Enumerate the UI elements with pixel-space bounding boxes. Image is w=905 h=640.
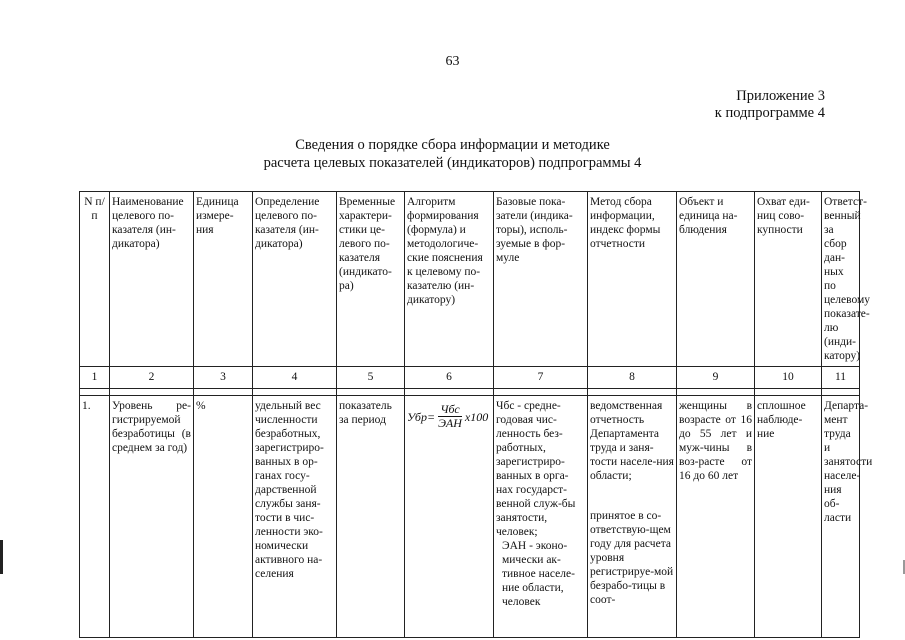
formula-left: Убр=	[407, 409, 436, 424]
collection-method	[588, 396, 677, 638]
scan-edge-mark	[0, 540, 9, 574]
header-cell: Единица измере-ния	[194, 192, 253, 367]
table-row	[80, 396, 860, 638]
indicator-formula	[405, 396, 494, 638]
column-number: 4	[253, 367, 337, 389]
column-number: 10	[755, 367, 822, 389]
observation-object: женщины в возрасте от 16 до 55 лет и муж-чины в воз-расте от 16 до 60 лет	[677, 396, 755, 638]
base-indicator-1: Чбс - средне-годовая чис-ленность без-работных, зарегистриро-ванных в орга-нах государст-венной служ-бы занятости, человек;	[496, 400, 576, 538]
header-cell: Временные характери-стики це-левого по-казателя (индикато-ра)	[337, 192, 405, 367]
header-cell: Объект и единица на-блюдения	[677, 192, 755, 367]
formula-numerator: Чбс	[440, 402, 460, 416]
indicator-unit: %	[194, 396, 253, 638]
title-line-1: Сведения о порядке сбора информации и методике	[295, 137, 610, 153]
responsible: Департа-мент труда и занятости населе-ния об-ласти	[822, 396, 860, 638]
column-number: 9	[677, 367, 755, 389]
document-title	[0, 136, 905, 172]
header-cell: Ответст-венный за сбор дан-ных по целевому показате-лю (инди-катору)	[822, 192, 860, 367]
column-number: 5	[337, 367, 405, 389]
column-number: 3	[194, 367, 253, 389]
header-cell: Определение целевого по-казателя (ин-дикатора)	[253, 192, 337, 367]
formula-right: x100	[464, 409, 489, 424]
indicator-time: показатель за период	[337, 396, 405, 638]
indicators-table	[79, 191, 873, 638]
column-number: 11	[822, 367, 860, 389]
column-number: 2	[110, 367, 194, 389]
formula	[407, 403, 488, 430]
table-header-row	[80, 192, 860, 367]
collection-method-2: принятое в со-ответствую-щем году для расчета уровня регистрируе-мой безрабо-тицы в соот-	[590, 510, 674, 606]
indicator-definition: удельный вес численности безработных, зарегистриро-ванных в ор-ганах госу-дарственной службы заня-тости в чис-ленности эко-номически активного на-селения	[253, 396, 337, 638]
base-indicator-2: ЭАН - эконо-мически ак-тивное населе-ние области, человек	[502, 540, 575, 608]
column-number: 1	[80, 367, 110, 389]
formula-fraction	[436, 403, 464, 430]
base-indicators	[494, 396, 588, 638]
header-cell: Алгоритм формирования (формула) и методологиче-ские пояснения к целевому по-казателю (ин-дикатору)	[405, 192, 494, 367]
header-cell: Базовые пока-затели (индика-торы), исполь-зуемые в фор-муле	[494, 192, 588, 367]
indicator-name: Уровень ре-гистрируемой безработицы (в среднем за год)	[110, 396, 194, 638]
header-cell: Метод сбора информации, индекс формы отчетности	[588, 192, 677, 367]
column-number: 6	[405, 367, 494, 389]
column-number: 8	[588, 367, 677, 389]
appendix-line-2: к подпрограмме 4	[714, 105, 825, 121]
title-line-2: расчета целевых показателей (индикаторов) подпрограммы 4	[263, 155, 642, 171]
row-number: 1.	[80, 396, 110, 638]
header-cell: N п/п	[80, 192, 110, 367]
appendix-label	[715, 88, 825, 122]
header-cell: Наименование целевого по-казателя (ин-дикатора)	[110, 192, 194, 367]
appendix-line-1: Приложение 3	[736, 88, 825, 104]
column-number: 7	[494, 367, 588, 389]
formula-denominator: ЭАН	[438, 416, 462, 430]
page-number: 63	[445, 54, 460, 69]
header-cell: Охват еди-ниц сово-купности	[755, 192, 822, 367]
collection-method-1: ведомственная отчетность Департамента труда и заня-тости населе-ния области;	[590, 400, 674, 482]
coverage: сплошное наблюде-ние	[755, 396, 822, 638]
column-number-row	[80, 367, 860, 389]
separator-row	[80, 389, 860, 396]
